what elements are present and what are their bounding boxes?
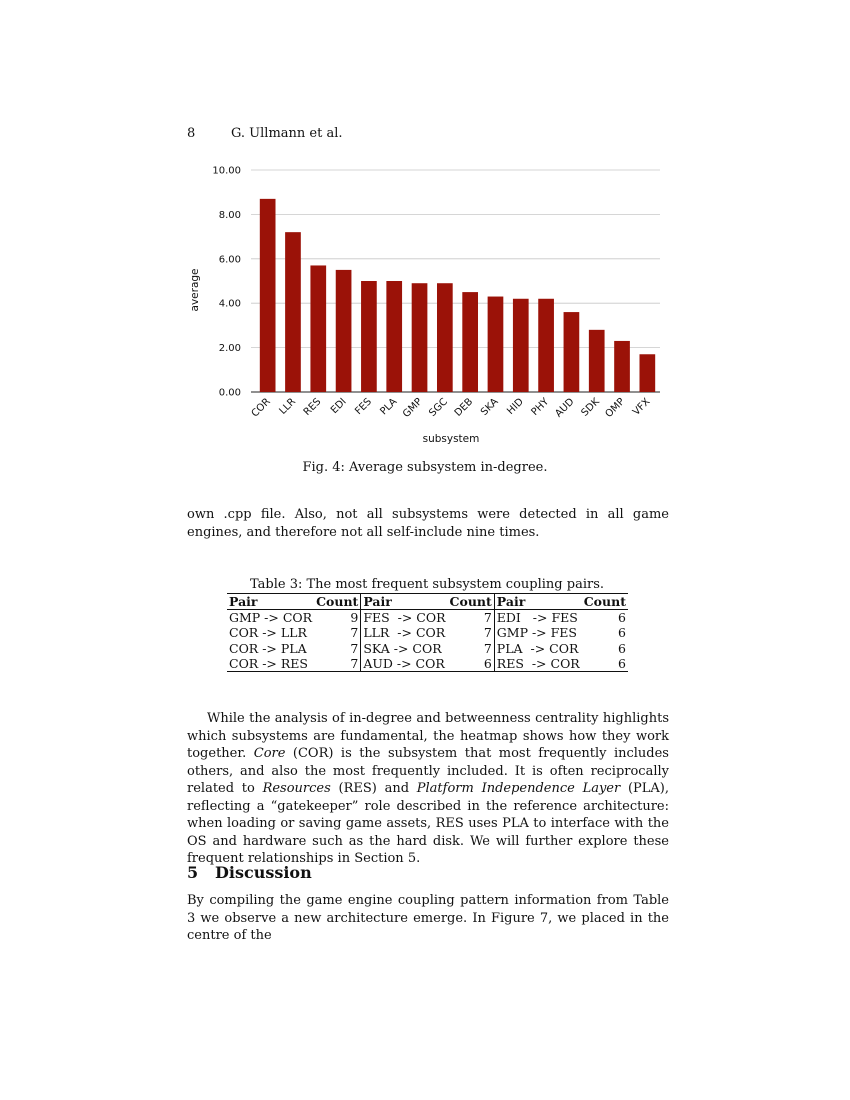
count-cell: 7: [350, 625, 359, 641]
x-tick-label: SGC: [427, 396, 450, 420]
paragraph-discussion: By compiling the game engine coupling pattern information from Table 3 we observe a new architecture emerge. In Figure 7, we placed in the centre of the: [187, 893, 669, 943]
count-cell: 6: [618, 640, 626, 656]
count-cell: 7: [350, 640, 359, 656]
term-resources: Resources: [262, 781, 331, 796]
bar-gmp: [412, 283, 428, 392]
pair-cell: RES -> COR: [494, 656, 581, 672]
table-row: [227, 656, 628, 672]
section-heading: [187, 863, 312, 882]
bar-omp: [614, 341, 630, 392]
x-tick-label: SKA: [478, 396, 501, 418]
pair-cell: PLA -> COR: [494, 641, 581, 656]
x-axis-label: subsystem: [422, 433, 480, 445]
section-number: 5: [187, 863, 199, 882]
para2-text-2: (COR) is the subsystem that most frequently includes others, and also the most frequently included. It is often reciprocally related to: [187, 746, 669, 796]
col-header-pair: Pair: [494, 594, 581, 610]
paragraph-continuation: own .cpp file. Also, not all subsystems were detected in all game engines, and therefore not all self-include nine times.: [187, 507, 669, 540]
count-cell: 6: [618, 625, 626, 641]
col-header-count: Count: [583, 594, 626, 609]
col-header-pair: Pair: [227, 594, 314, 610]
table-caption: Table 3: The most frequent subsystem coupling pairs.: [249, 577, 604, 592]
bar-edi: [336, 270, 352, 392]
para2-text-3: (RES) and: [330, 781, 417, 796]
para2-text-1: While the analysis of in-degree and betweenness centrality highlights which subsystems are fundamental, the heatmap shows how they work together.: [187, 711, 669, 761]
bar-aud: [564, 312, 580, 392]
pair-cell: COR -> LLR: [229, 625, 307, 641]
pair-cell: COR -> PLA: [229, 640, 307, 656]
pair-cell: GMP -> FES: [494, 625, 581, 640]
running-header: [187, 126, 343, 141]
term-core: Core: [253, 746, 286, 761]
bar-sgc: [437, 283, 453, 392]
pair-cell: GMP -> COR: [229, 610, 313, 625]
pair-cell: COR -> RES: [229, 655, 308, 671]
count-cell: 6: [483, 655, 492, 671]
x-tick-label: PHY: [529, 396, 552, 419]
paragraph-analysis: [187, 710, 669, 868]
bar-cor: [260, 199, 276, 392]
col-header-count: Count: [448, 594, 495, 610]
x-tick-label: VFX: [630, 396, 653, 418]
pair-cell: EDI -> FES: [494, 610, 581, 626]
coupling-pairs-table: [227, 593, 628, 672]
x-tick-label: HID: [505, 396, 526, 417]
term-platform-independence-layer: Platform Independence Layer: [416, 781, 621, 796]
table-row: [227, 610, 628, 626]
count-cell: 6: [618, 610, 626, 625]
bar-res: [310, 265, 326, 392]
x-tick-label: DEB: [452, 396, 476, 419]
table-3: [227, 577, 627, 672]
count-cell: 7: [350, 655, 359, 671]
in-degree-bar-chart: [185, 160, 675, 450]
count-cell: 7: [483, 640, 492, 656]
table-row: [227, 641, 628, 656]
count-cell: 6: [618, 655, 626, 671]
x-tick-label: AUD: [553, 396, 577, 420]
bar-llr: [285, 232, 301, 392]
bar-phy: [538, 299, 554, 392]
x-tick-label: FES: [353, 396, 375, 418]
x-tick-label: EDI: [328, 396, 349, 417]
count-cell: 7: [483, 610, 492, 625]
pair-cell: AUD -> COR: [361, 656, 448, 672]
bar-deb: [462, 292, 478, 392]
bar-sdk: [589, 330, 605, 392]
y-tick-label: 6.00: [218, 254, 241, 266]
pair-cell: SKA -> COR: [361, 641, 448, 656]
x-tick-label: PLA: [378, 396, 400, 418]
x-tick-label: SDK: [579, 396, 602, 419]
pair-cell: FES -> COR: [361, 610, 448, 626]
x-tick-label: LLR: [277, 396, 299, 417]
running-authors: G. Ullmann et al.: [231, 126, 343, 141]
para2-text-4: (PLA), reflecting a “gatekeeper” role described in the reference architecture: when loading or saving game assets, RES uses PLA to interface with the OS and hardware such as the hard disk. We will further explore these frequent relationships in Section 5.: [187, 781, 669, 866]
bar-hid: [513, 299, 529, 392]
y-axis-label: average: [189, 268, 201, 312]
figure-caption: Fig. 4: Average subsystem in-degree.: [302, 460, 548, 475]
table-row: [227, 625, 628, 640]
chart-bars: [260, 199, 655, 392]
bar-vfx: [639, 354, 655, 392]
count-cell: 9: [350, 610, 359, 625]
bar-fes: [361, 281, 377, 392]
y-tick-label: 4.00: [218, 298, 241, 310]
x-tick-label: COR: [249, 396, 273, 420]
x-tick-label: GMP: [401, 396, 425, 420]
y-tick-label: 2.00: [218, 343, 241, 355]
x-tick-label: RES: [301, 396, 324, 418]
bar-pla: [386, 281, 402, 392]
x-axis-ticks: [250, 396, 653, 420]
y-tick-label: 8.00: [218, 209, 241, 221]
col-header-count: Count: [314, 594, 361, 610]
page-number: 8: [187, 126, 196, 141]
y-tick-label: 10.00: [212, 165, 241, 177]
x-tick-label: OMP: [603, 396, 628, 421]
pair-cell: LLR -> COR: [361, 625, 448, 640]
count-cell: 7: [483, 625, 492, 641]
col-header-pair: Pair: [361, 594, 448, 610]
y-axis-ticks: [212, 166, 241, 399]
bar-ska: [488, 297, 504, 392]
table-header-row: [227, 594, 628, 610]
y-tick-label: 0.00: [218, 387, 241, 399]
section-title: Discussion: [215, 863, 312, 882]
